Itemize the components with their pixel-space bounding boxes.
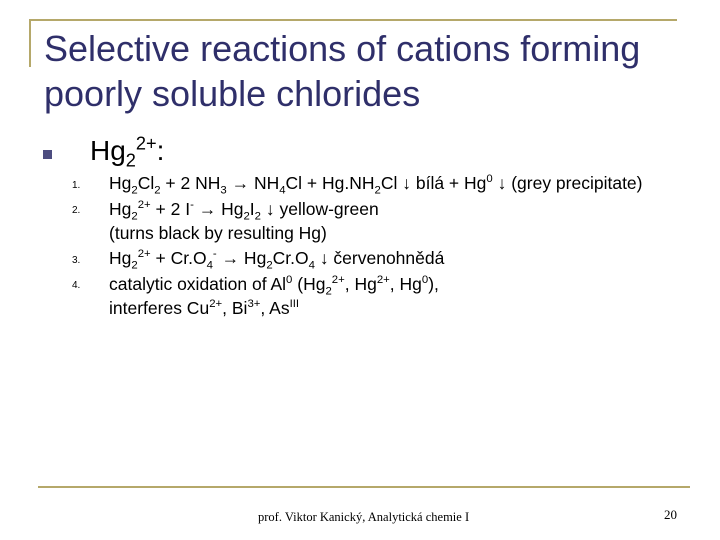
slide-title	[44, 26, 694, 116]
item-number-1: 1.	[72, 180, 81, 191]
reaction-3: $Hg_2^{2+} + Cr.O_4^- \to Hg_2Cr.O_4$ ↓ červenohnědá	[109, 248, 445, 272]
page-number: 20	[664, 507, 677, 522]
top-rule	[29, 19, 677, 21]
reaction-1: $Hg_2Cl_2 + 2$ $NH_3 \to NH_4Cl + Hg.NH_2Cl$ ↓ bílá + $Hg^0$ ↓ (grey precipitate)	[109, 173, 643, 197]
reaction-2-note: (turns black by resulting Hg)	[109, 223, 327, 243]
item-number-4: 4.	[72, 280, 81, 291]
footer-author: prof. Viktor Kanický, Analytická chemie I	[258, 510, 470, 524]
reaction-4: catalytic oxidation of Al$^0$ ($Hg_2^{2+}$, $Hg^{2+}$, Hg$^0$),	[109, 274, 439, 298]
square-bullet-icon	[43, 150, 52, 159]
reaction-4-interferences: interferes $Cu^{2+}$, $Bi^{3+}$, $As^{III}$	[109, 298, 300, 318]
title-line-1: Selective reactions of cations forming	[44, 28, 641, 69]
title-line-2: poorly soluble chlorides	[44, 73, 421, 114]
cation-heading: $Hg_2^{2+}$:	[90, 133, 165, 171]
reaction-2: $Hg_2^{2+} + 2$ $I^- \to Hg_2I_2$ ↓ yellow-green	[109, 199, 379, 223]
bottom-rule	[38, 486, 690, 488]
item-number-3: 3.	[72, 255, 81, 266]
left-rule	[29, 19, 31, 67]
item-number-2: 2.	[72, 205, 81, 216]
